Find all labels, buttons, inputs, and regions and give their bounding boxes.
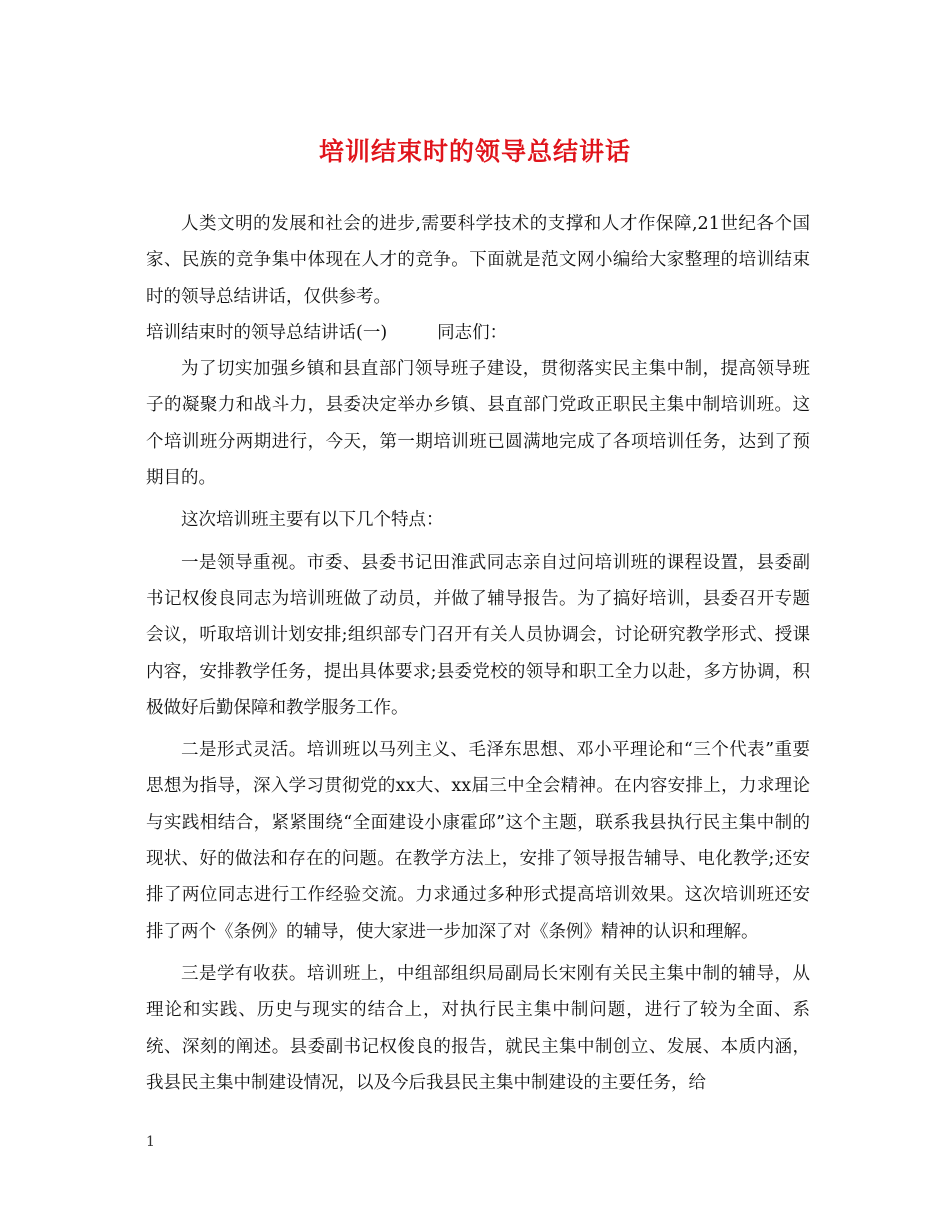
body-paragraph: 一是领导重视。市委、县委书记田淮武同志亲自过问培训班的课程设置，县委副书记权俊良同志为培训班做了动员，并做了辅导报告。为了搞好培训，县委召开专题会议，听取培训计划安排;组织部专门召开有关人员协调会，讨论研究教学形式、授课内容，安排教学任务，提出具体要求;县委党校的领导和职工全力以赴，多方协调，积极做好后勤保障和教学服务工作。 — [146, 552, 810, 718]
section-heading: 培训结束时的领导总结讲话(一) — [146, 322, 388, 343]
body-paragraph: 二是形式灵活。培训班以马列主义、毛泽东思想、邓小平理论和“三个代表”重要思想为指导，深入学习贯彻党的xx大、xx届三中全会精神。在内容安排上，力求理论与实践相结合，紧紧围绕“全面建设小康霍邱”这个主题，联系我县执行民主集中制的现状、好的做法和存在的问题。在教学方法上，安排了领导报告辅导、电化教学;还安排了两位同志进行工作经验交流。力求通过多种形式提高培训效果。这次培训班还安排了两个《条例》的辅导，使大家进一步加深了对《条例》精神的认识和理解。 — [146, 740, 810, 942]
page-number: 1 — [146, 1134, 155, 1150]
body-paragraph: 这次培训班主要有以下几个特点： — [181, 510, 444, 531]
body-paragraph: 三是学有收获。培训班上，中组部组织局副局长宋刚有关民主集中制的辅导，从理论和实践、历史与现实的结合上，对执行民主集中制问题，进行了较为全面、系统、深刻的阐述。县委副书记权俊良的报告，就民主集中制创立、发展、本质内涵，我县民主集中制建设情况，以及今后我县民主集中制建设的主要任务，给 — [146, 963, 810, 1093]
salutation: 同志们： — [437, 322, 508, 343]
body-paragraph: 为了切实加强乡镇和县直部门领导班子建设，贯彻落实民主集中制，提高领导班子的凝聚力和战斗力，县委决定举办乡镇、县直部门党政正职民主集中制培训班。这个培训班分两期进行，今天，第一期培训班已圆满地完成了各项培训任务，达到了预期目的。 — [146, 359, 810, 489]
intro-paragraph: 人类文明的发展和社会的进步,需要科学技术的支撑和人才作保障,21世纪各个国家、民族的竞争集中体现在人才的竞争。下面就是范文网小编给大家整理的培训结束时的领导总结讲话，仅供参考。 — [146, 214, 810, 307]
document-body — [146, 206, 810, 1101]
section-heading-line — [146, 315, 810, 351]
document-title: 培训结束时的领导总结讲话 — [318, 137, 631, 166]
